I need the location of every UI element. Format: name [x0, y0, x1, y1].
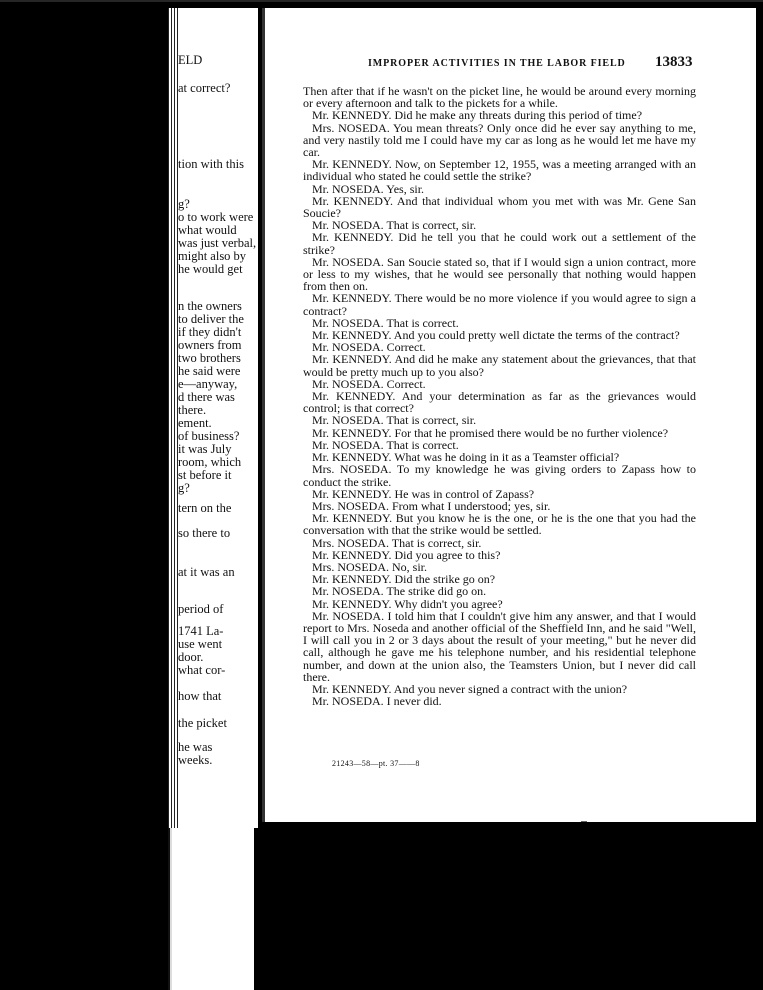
testimony-paragraph: Mr. KENNEDY. And did he make any statement about the grievances, that that would be pretty much up to you also?: [303, 352, 696, 379]
document-page: [262, 8, 756, 822]
facing-page-line: room, which: [178, 455, 242, 469]
testimony-paragraph: Mr. KENNEDY. And you never signed a contract with the union?: [312, 681, 628, 696]
testimony-paragraph: Mr. NOSEDA. Yes, sir.: [312, 181, 425, 196]
facing-page-line: two brothers: [178, 351, 241, 365]
testimony-paragraph: Mr. KENNEDY. Did he tell you that he could work out a settlement of the strike?: [303, 230, 696, 257]
facing-page-fragment: [168, 8, 258, 828]
testimony-paragraph: Mrs. NOSEDA. To my knowledge he was giving orders to Zapass how to conduct the strike.: [303, 462, 696, 489]
facing-page-line: weeks.: [178, 753, 213, 767]
testimony-paragraph: Mr. NOSEDA. That is correct, sir.: [312, 218, 477, 233]
facing-page-line: of business?: [178, 429, 240, 443]
testimony-paragraph: Mr. KENNEDY. What was he doing in it as a Teamster official?: [312, 450, 620, 465]
book-spine: [168, 828, 258, 990]
testimony-paragraph: Mr. NOSEDA. The strike did go on.: [312, 584, 487, 599]
scan-mark: [581, 821, 587, 822]
testimony-paragraph: Mrs. NOSEDA. From what I understood; yes, sir.: [312, 498, 551, 513]
testimony-paragraph: Mr. KENNEDY. There would be no more violence if you would agree to sign a contract?: [303, 291, 696, 318]
facing-page-line: to deliver the: [178, 312, 244, 326]
facing-page-line: the picket: [178, 716, 227, 730]
testimony-paragraph: Mr. KENNEDY. And your determination as far as the grievances would control; is that correct?: [303, 389, 696, 416]
page-number: 13833: [655, 54, 693, 70]
testimony-paragraph: Mr. KENNEDY. He was in control of Zapass?: [312, 486, 535, 501]
testimony-paragraph: Mr. KENNEDY. But you know he is the one, or he is the one that you had the conversation with that the strike would be settled.: [303, 511, 696, 538]
testimony-paragraph: Mr. KENNEDY. For that he promised there would be no further violence?: [312, 425, 669, 440]
running-head-title: IMPROPER ACTIVITIES IN THE LABOR FIELD: [368, 58, 626, 69]
testimony-text: [303, 85, 696, 707]
testimony-paragraph: Mr. NOSEDA. That is correct.: [312, 437, 459, 452]
testimony-paragraph: Mr. KENNEDY. Did he make any threats during this period of time?: [312, 108, 643, 123]
facing-page-line: n the owners: [178, 299, 242, 313]
facing-page-line: at correct?: [178, 81, 231, 95]
facing-page-line: he said were: [178, 364, 241, 378]
testimony-paragraph: Mrs. NOSEDA. You mean threats? Only once did he ever say anything to me, and very nastily told me I could have my car as long as he would let me have my car.: [303, 120, 696, 160]
testimony-paragraph: Mr. NOSEDA. I never did.: [312, 694, 442, 709]
facing-page-line: what cor-: [178, 663, 226, 677]
facing-page-line: tern on the: [178, 501, 232, 515]
printer-footer: 21243—58—pt. 37——8: [332, 759, 420, 768]
facing-page-line: g?: [178, 481, 190, 495]
facing-page-line: what would: [178, 223, 237, 237]
testimony-paragraph: Mr. NOSEDA. That is correct.: [312, 315, 459, 330]
running-head: [265, 54, 756, 73]
facing-page-line: period of: [178, 602, 224, 616]
testimony-paragraph: Mr. NOSEDA. Correct.: [312, 340, 426, 355]
testimony-paragraph: Mr. KENNEDY. Now, on September 12, 1955, was a meeting arranged with an individual who stated he could settle the strike?: [303, 157, 696, 184]
testimony-paragraph: Then after that if he wasn't on the picket line, he would be around every morning or every afternoon and talk to the pickets for a while.: [303, 84, 696, 111]
testimony-paragraph: Mr. NOSEDA. That is correct, sir.: [312, 413, 477, 428]
facing-page-line: he would get: [178, 262, 243, 276]
testimony-paragraph: Mr. NOSEDA. I told him that I couldn't give him any answer, and that I would report to Mrs. Noseda and another official of the Sheffield Inn, and he said "Well, I will call you in 2 or 3 days about the result of your meeting," but he never did call, although he gave me his telephone number, and his residential telephone number, and down at the union also, the Teamsters Union, but I never did call there.: [303, 608, 696, 684]
facing-page-line: he was: [178, 740, 213, 754]
testimony-paragraph: Mrs. NOSEDA. That is correct, sir.: [312, 535, 482, 550]
facing-page-line: was just verbal,: [178, 236, 257, 250]
facing-page-line: ement.: [178, 416, 212, 430]
facing-page-line: how that: [178, 689, 222, 703]
testimony-paragraph: Mr. KENNEDY. And that individual whom you met with was Mr. Gene San Soucie?: [303, 193, 696, 221]
facing-page-line: might also by: [178, 249, 247, 263]
testimony-paragraph: Mr. NOSEDA. San Soucie stated so, that if I would sign a union contract, more or less to my wishes, that he would see personally that nothing would happen from then on.: [303, 254, 696, 294]
facing-page-line: g?: [178, 197, 190, 211]
facing-page-line: so there to: [178, 526, 231, 540]
testimony-paragraph: Mr. KENNEDY. Why didn't you agree?: [312, 596, 503, 611]
facing-page-line: e—anyway,: [178, 377, 238, 391]
facing-page-line: ELD: [178, 53, 203, 67]
facing-page-line: at it was an: [178, 565, 235, 579]
facing-page-line: use went: [178, 637, 223, 651]
testimony-paragraph: Mr. KENNEDY. Did you agree to this?: [312, 547, 501, 562]
facing-page-line: it was July: [178, 442, 232, 456]
testimony-paragraph: Mr. KENNEDY. Did the strike go on?: [312, 572, 496, 587]
facing-page-line: 1741 La-: [178, 624, 224, 638]
facing-page-line: d there was: [178, 390, 235, 404]
facing-page-line: if they didn't: [178, 325, 242, 339]
facing-page-line: o to work were: [178, 210, 254, 224]
facing-page-line: tion with this: [178, 157, 244, 171]
testimony-paragraph: Mr. KENNEDY. And you could pretty well dictate the terms of the contract?: [312, 328, 680, 343]
testimony-paragraph: Mrs. NOSEDA. No, sir.: [312, 559, 428, 574]
facing-page-line: owners from: [178, 338, 242, 352]
testimony-paragraph: Mr. NOSEDA. Correct.: [312, 376, 426, 391]
facing-page-line: door.: [178, 650, 204, 664]
facing-page-line: st before it: [178, 468, 232, 482]
scan-edge: [0, 0, 763, 2]
facing-page-line: there.: [178, 403, 207, 417]
